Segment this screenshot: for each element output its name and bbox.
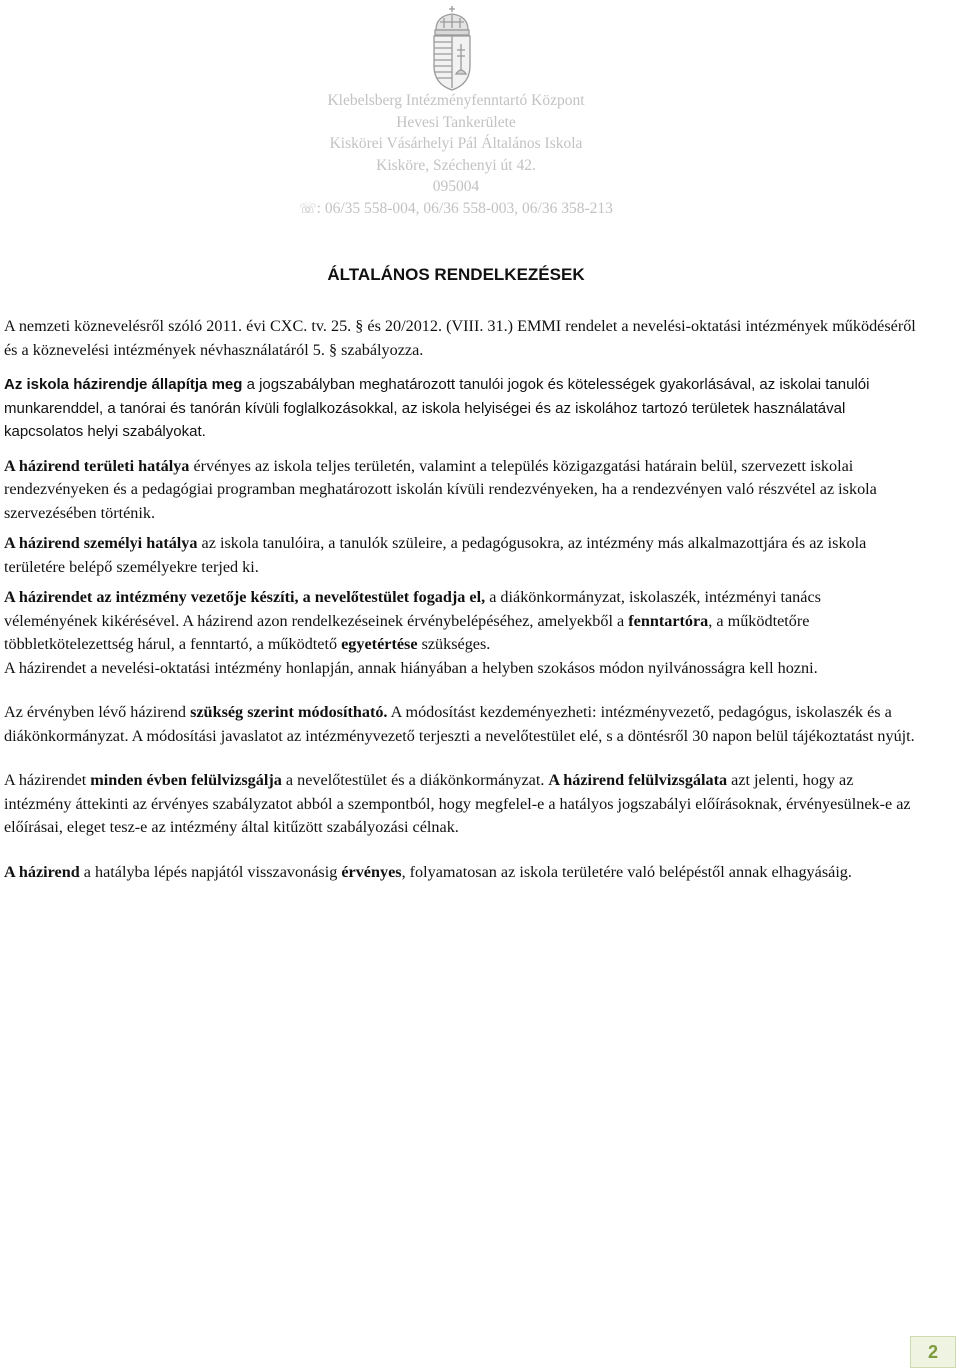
- school-name: Kiskörei Vásárhelyi Pál Általános Iskola: [329, 135, 583, 152]
- page-number: 2: [910, 1336, 956, 1368]
- phone-line: [0, 198, 912, 221]
- phone-numbers: : 06/35 558-004, 06/36 558-003, 06/36 358-213: [316, 199, 613, 217]
- district-name: Hevesi Tankerülete: [396, 113, 516, 131]
- paragraph-scope: Az iskola házirendje állapítja meg a jogszabályban meghatározott tanulói jogok és kötelességek gyakorlásával, az iskolai tanulói munkarenddel, a tanórai és tanórán kívüli foglalkozásokkal, az iskola helyiségei és az iskolához tartozó területek használatával kapcsolatos helyi szabályokat.: [4, 376, 870, 440]
- paragraph-review: A házirendet minden évben felülvizsgálja a nevelőtestület és a diákönkormányzat. A házirend felülvizsgálata azt jelenti, hogy az intézmény áttekinti az érvényes szabályzatot abból a szempontból, hogy megfelel-e a hatályos jogszabályi előírásoknak, érvényesülnek-e az előírásai, eleget tesz-e az intézmény által kitűzött szabályozási célnak.: [4, 771, 911, 836]
- om-code: 095004: [432, 178, 480, 195]
- section-title: ÁLTALÁNOS RENDELKEZÉSEK: [327, 265, 585, 284]
- letterhead: [0, 90, 912, 220]
- paragraph-modification: Az érvényben lévő házirend szükség szerint módosítható. A módosítást kezdeményezheti: intézményvezető, pedagógus, iskolaszék és a diákönkormányzat. A módosítási javaslatot az intézményvezető terjeszti a nevelőtestület elé, s a döntésről 30 napon belül tájékoztatást nyújt.: [4, 703, 915, 745]
- coat-of-arms-icon: [430, 4, 474, 92]
- school-address: Kisköre, Széchenyi út 42.: [376, 156, 536, 174]
- paragraph-adoption: A házirendet az intézmény vezetője készíti, a nevelőtestület fogadja el, a diákönkormányzat, iskolaszék, intézményi tanács véleményének kikérésével. A házirend azon rendelkezéseinek érvénybelépéséhez, amelyekből a fenntartóra, a működtetőre többletkötelezettség hárul, a fenntartó, a működtető egyetértése szükséges.: [4, 588, 821, 653]
- paragraph-personal-scope: A házirend személyi hatálya az iskola tanulóira, a tanulók szüleire, a pedagógusokra, az intézmény más alkalmazottjára és az iskola területére belépő személyekre terjed ki.: [4, 534, 867, 576]
- paragraph-publication: A házirendet a nevelési-oktatási intézmény honlapján, annak hiányában a helyben szokásos módon nyilvánosságra kell hozni.: [4, 658, 818, 677]
- paragraph-territorial-scope: A házirend területi hatálya érvényes az iskola teljes területén, valamint a település közigazgatási határain belül, szervezett iskolai rendezvényeken és a pedagógiai programban meghatározott iskolán kívüli rendezvényeken, ha a rendezvényen való részvétel az iskola szervezésében történik.: [4, 456, 877, 522]
- phone-icon: ☏: [299, 200, 317, 217]
- paragraph-validity: A házirend a hatályba lépés napjától visszavonásig érvényes, folyamatosan az iskola területére való belépéstől annak elhagyásáig.: [4, 862, 852, 881]
- org-name: Klebelsberg Intézményfenntartó Központ: [327, 92, 585, 109]
- paragraph-legal-basis: A nemzeti köznevelésről szóló 2011. évi CXC. tv. 25. § és 20/2012. (VIII. 31.) EMMI rendelet a nevelési-oktatási intézmények működéséről és a köznevelési intézmények névhasználatáról 5. § szabályozza.: [4, 317, 916, 359]
- document-body: [4, 315, 916, 884]
